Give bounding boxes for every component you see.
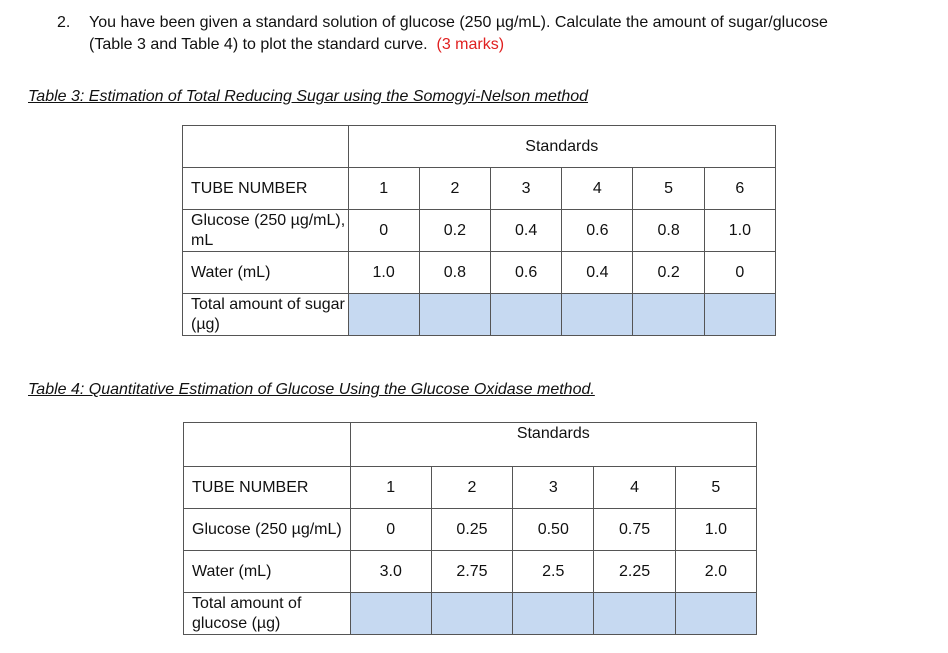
cell: 6 [704, 168, 775, 210]
table3-caption: Table 3: Estimation of Total Reducing Sugar using the Somogyi-Nelson method [28, 88, 589, 105]
marks-label: (3 marks) [436, 36, 505, 53]
table4-row-total [184, 593, 757, 635]
row-label: Glucose (250 µg/mL) [184, 509, 351, 551]
cell: 0.4 [562, 252, 633, 294]
answer-cell[interactable] [633, 294, 704, 336]
cell: 1.0 [704, 210, 775, 252]
cell: 0 [348, 210, 419, 252]
cell: 4 [562, 168, 633, 210]
table3-corner [183, 126, 349, 168]
cell: 0.2 [419, 210, 490, 252]
row-label: Water (mL) [184, 551, 351, 593]
cell: 0.75 [594, 509, 675, 551]
table4-header: Standards [350, 423, 756, 467]
cell: 0.6 [491, 252, 562, 294]
cell: 0.8 [633, 210, 704, 252]
answer-cell[interactable] [704, 294, 775, 336]
cell: 3 [491, 168, 562, 210]
cell: 0.6 [562, 210, 633, 252]
cell: 0.4 [491, 210, 562, 252]
cell: 0 [350, 509, 431, 551]
table3-row-tube [183, 168, 776, 210]
cell: 1.0 [675, 509, 756, 551]
cell: 3.0 [350, 551, 431, 593]
answer-cell[interactable] [419, 294, 490, 336]
table3-row-water [183, 252, 776, 294]
cell: 0.8 [419, 252, 490, 294]
cell: 0 [704, 252, 775, 294]
question-number: 2. [57, 14, 71, 31]
table4-row-water [184, 551, 757, 593]
cell: 2.25 [594, 551, 675, 593]
cell: 0.50 [513, 509, 594, 551]
table3-row-glucose [183, 210, 776, 252]
answer-cell[interactable] [513, 593, 594, 635]
table4-row-tube [184, 467, 757, 509]
cell: 3 [513, 467, 594, 509]
cell: 2.0 [675, 551, 756, 593]
table3-header: Standards [348, 126, 775, 168]
answer-cell[interactable] [491, 294, 562, 336]
row-label: TUBE NUMBER [183, 168, 349, 210]
cell: 2.5 [513, 551, 594, 593]
cell: 5 [633, 168, 704, 210]
question-line-1: You have been given a standard solution of glucose (250 µg/mL). Calculate the amount of sugar/glucose [89, 14, 828, 31]
cell: 1.0 [348, 252, 419, 294]
cell: 2.75 [431, 551, 512, 593]
row-label: TUBE NUMBER [184, 467, 351, 509]
table4-row-glucose [184, 509, 757, 551]
answer-cell[interactable] [348, 294, 419, 336]
question-line-2: (Table 3 and Table 4) to plot the standard curve. [89, 36, 428, 53]
cell: 4 [594, 467, 675, 509]
cell: 1 [348, 168, 419, 210]
table4-corner [184, 423, 351, 467]
cell: 0.2 [633, 252, 704, 294]
table3-row-total [183, 294, 776, 336]
cell: 0.25 [431, 509, 512, 551]
row-label: Water (mL) [183, 252, 349, 294]
row-label: Glucose (250 µg/mL), mL [183, 210, 349, 252]
row-label: Total amount of sugar (µg) [183, 294, 349, 336]
cell: 1 [350, 467, 431, 509]
table4-caption: Table 4: Quantitative Estimation of Glucose Using the Glucose Oxidase method. [28, 381, 595, 398]
answer-cell[interactable] [675, 593, 756, 635]
answer-cell[interactable] [431, 593, 512, 635]
table3 [182, 125, 776, 336]
table4 [183, 422, 757, 635]
cell: 5 [675, 467, 756, 509]
answer-cell[interactable] [350, 593, 431, 635]
row-label: Total amount of glucose (µg) [184, 593, 351, 635]
cell: 2 [431, 467, 512, 509]
answer-cell[interactable] [562, 294, 633, 336]
cell: 2 [419, 168, 490, 210]
answer-cell[interactable] [594, 593, 675, 635]
